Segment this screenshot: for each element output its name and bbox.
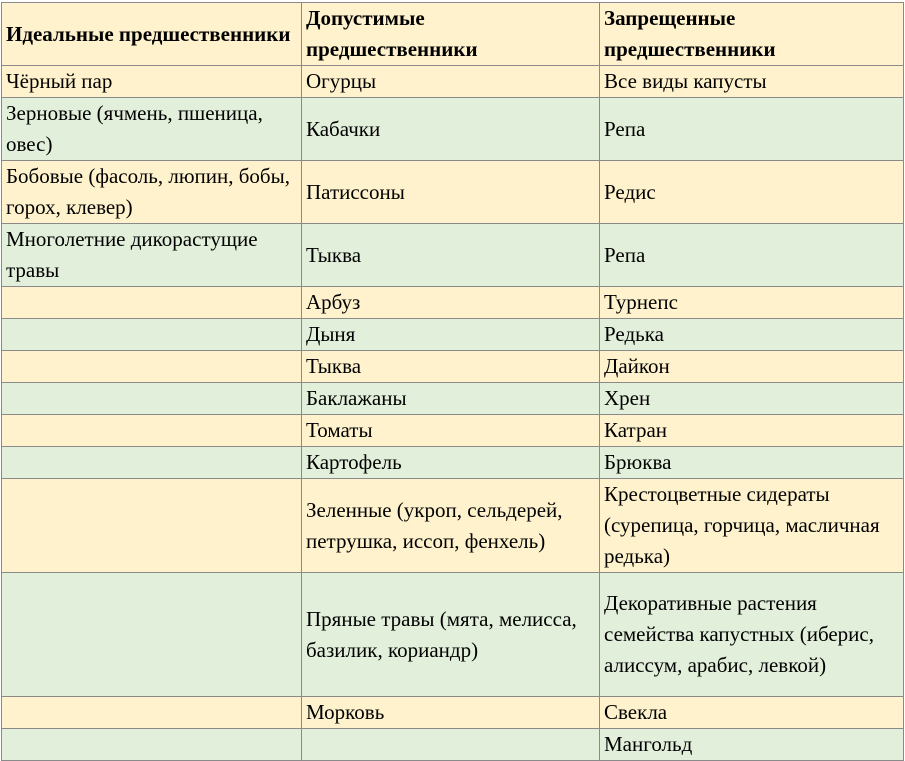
cell-ideal: [2, 383, 302, 415]
table-row: [2, 697, 904, 729]
cell-ideal: [2, 319, 302, 351]
cell-acceptable: Тыква: [302, 351, 600, 383]
cell-forbidden: Свекла: [600, 697, 904, 729]
cell-forbidden: Дайкон: [600, 351, 904, 383]
table-row: [2, 351, 904, 383]
cell-acceptable: [302, 729, 600, 761]
cell-acceptable: Арбуз: [302, 287, 600, 319]
table-row: [2, 447, 904, 479]
table-row: [2, 161, 904, 224]
cell-forbidden: Катран: [600, 415, 904, 447]
header-ideal: Идеальные предшественники: [2, 3, 302, 66]
cell-acceptable: Томаты: [302, 415, 600, 447]
cell-forbidden: Декоративные растения семейства капустных (иберис, алиссум, арабис, левкой): [600, 573, 904, 697]
table-row: [2, 729, 904, 761]
header-forbidden: Запрещенные предшественники: [600, 3, 904, 66]
table-row: [2, 66, 904, 98]
header-row: [2, 3, 904, 66]
cell-forbidden: Мангольд: [600, 729, 904, 761]
table-row: [2, 98, 904, 161]
cell-acceptable: Дыня: [302, 319, 600, 351]
cell-forbidden: Брюква: [600, 447, 904, 479]
cell-forbidden: Репа: [600, 98, 904, 161]
table-row: [2, 287, 904, 319]
cell-ideal: Многолетние дикорастущие травы: [2, 224, 302, 287]
cell-acceptable: Огурцы: [302, 66, 600, 98]
cell-acceptable: Картофель: [302, 447, 600, 479]
predecessors-table: [1, 2, 904, 761]
table-row: [2, 383, 904, 415]
cell-acceptable: Баклажаны: [302, 383, 600, 415]
cell-forbidden: Все виды капусты: [600, 66, 904, 98]
header-acceptable: Допустимые предшественники: [302, 3, 600, 66]
cell-acceptable: Тыква: [302, 224, 600, 287]
table-row: [2, 573, 904, 697]
cell-ideal: Чёрный пар: [2, 66, 302, 98]
cell-forbidden: Репа: [600, 224, 904, 287]
cell-acceptable: Патиссоны: [302, 161, 600, 224]
cell-ideal: [2, 351, 302, 383]
table-body: [2, 66, 904, 761]
table-row: [2, 224, 904, 287]
cell-ideal: [2, 729, 302, 761]
table-row: [2, 415, 904, 447]
cell-forbidden: Крестоцветные сидераты (сурепица, горчица, масличная редька): [600, 479, 904, 573]
cell-forbidden: Редис: [600, 161, 904, 224]
cell-acceptable: Кабачки: [302, 98, 600, 161]
cell-acceptable: Пряные травы (мята, мелисса, базилик, кориандр): [302, 573, 600, 697]
cell-ideal: [2, 415, 302, 447]
cell-ideal: Бобовые (фасоль, люпин, бобы, горох, клевер): [2, 161, 302, 224]
cell-acceptable: Морковь: [302, 697, 600, 729]
cell-forbidden: Хрен: [600, 383, 904, 415]
cell-ideal: [2, 287, 302, 319]
cell-ideal: [2, 697, 302, 729]
cell-ideal: [2, 479, 302, 573]
table-row: [2, 479, 904, 573]
cell-ideal: [2, 447, 302, 479]
cell-acceptable: Зеленные (укроп, сельдерей, петрушка, иссоп, фенхель): [302, 479, 600, 573]
cell-ideal: Зерновые (ячмень, пшеница, овес): [2, 98, 302, 161]
cell-forbidden: Редька: [600, 319, 904, 351]
table-row: [2, 319, 904, 351]
cell-ideal: [2, 573, 302, 697]
cell-forbidden: Турнепс: [600, 287, 904, 319]
